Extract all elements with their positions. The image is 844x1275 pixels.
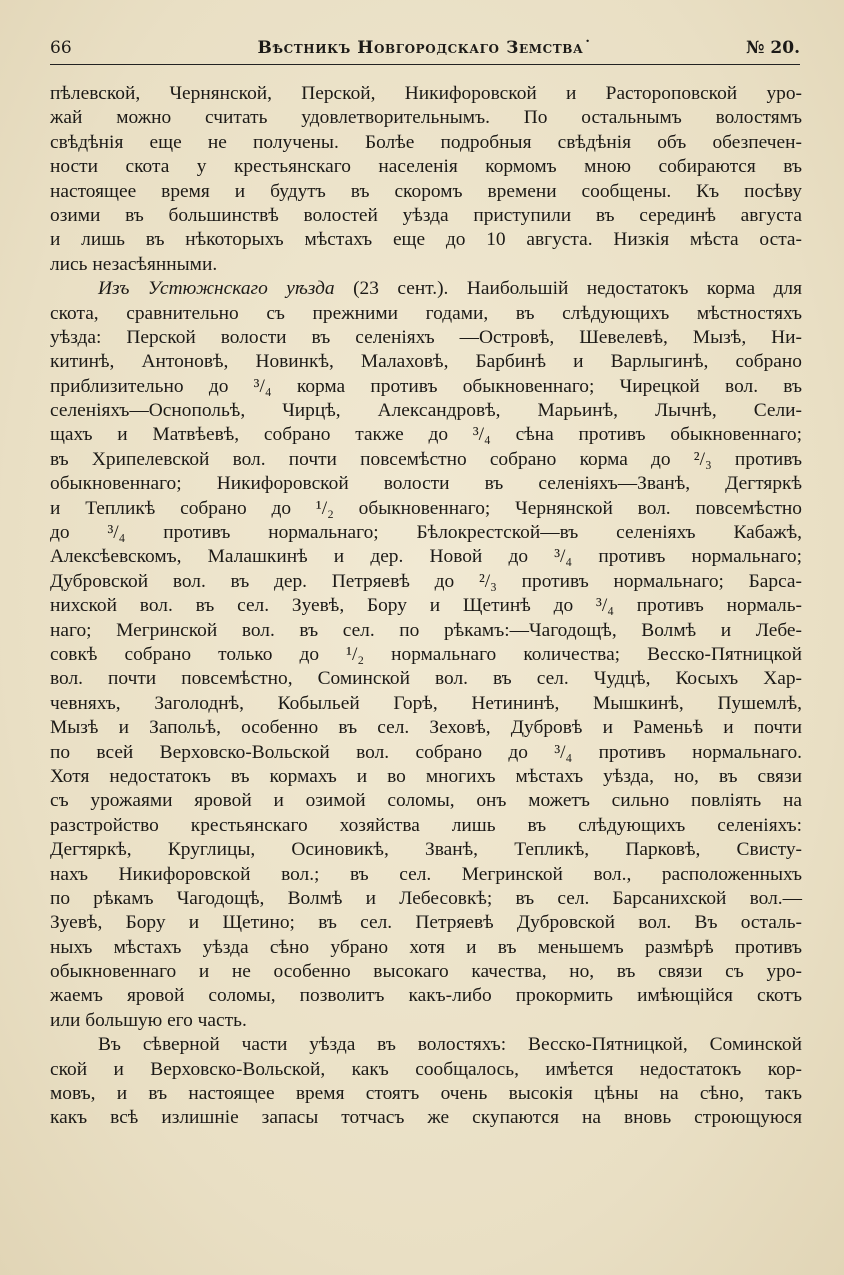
text-line: китинѣ, Антоновѣ, Новинкѣ, Малаховѣ, Барбинѣ и Варлыгинѣ, собрано: [50, 351, 802, 373]
text-line: Дубровской вол. въ дер. Петряевѣ до ²/₃ противъ нормальнаго; Барса-: [50, 570, 802, 592]
text-line: разстройство крестьянскаго хозяйства лишь въ слѣдующихъ селеніяхъ:: [50, 814, 802, 836]
text-line: совкѣ собрано только до ¹/₂ нормальнаго количества; Весско-Пятницкой: [50, 643, 802, 665]
text-line: и лишь въ нѣкоторыхъ мѣстахъ еще до 10 августа. Низкія мѣста оста-: [50, 229, 802, 251]
section-heading-italic: Изъ Устюжнскаго уѣзда: [98, 278, 335, 300]
journal-title: Вѣстникъ Новгородскаго Земства˙: [257, 38, 593, 58]
text-line: мовъ, и въ настоящее время стоятъ очень высокія цѣны на сѣно, такъ: [50, 1083, 802, 1105]
text-line: ской и Верховско-Вольской, какъ сообщалось, имѣется недостатокъ кор-: [50, 1058, 802, 1080]
text-line: по всей Верховско-Вольской вол. собрано до ³/₄ противъ нормальнаго.: [50, 741, 802, 763]
text-line: уѣзда: Перской волости въ селеніяхъ —Островѣ, Шевелевѣ, Мызѣ, Ни-: [50, 326, 802, 348]
text-line: или большую его часть.: [50, 1009, 247, 1031]
text-line: Мызѣ и Запольѣ, особенно въ сел. Зеховѣ, Дубровѣ и Раменьѣ и почти: [50, 717, 802, 739]
text-line: жаемъ яровой соломы, позволитъ какъ-либо прокормить имѣющійся скотъ: [50, 985, 802, 1007]
text-line: селеніяхъ—Оснопольѣ, Чирцѣ, Александровѣ, Марьинѣ, Лычнѣ, Сели-: [50, 400, 802, 422]
page-number: 66: [50, 38, 72, 58]
text-line: нахъ Никифоровской вол.; въ сел. Мегринской вол., расположенныхъ: [50, 863, 802, 885]
text-line: жай можно считать удовлетворительнымъ. По остальнымъ волостямъ: [50, 107, 802, 129]
text-line: наго; Мегринской вол. въ сел. по рѣкамъ:—Чагодощѣ, Волмѣ и Лебе-: [50, 619, 802, 641]
text-line: Дегтяркѣ, Круглицы, Осиновикѣ, Званѣ, Тепликѣ, Парковѣ, Свисту-: [50, 839, 802, 861]
text-line: ныхъ мѣстахъ уѣзда сѣно убрано хотя и въ меньшемъ размѣрѣ противъ: [50, 936, 802, 958]
header-rule: [50, 64, 800, 65]
text-line: ности скота у крестьянскаго населенія кормомъ мною собираются въ: [50, 156, 802, 178]
text-line: Хотя недостатокъ въ кормахъ и во многихъ мѣстахъ уѣзда, но, въ связи: [50, 765, 802, 787]
text-line: обыкновеннаго; Никифоровской волости въ селеніяхъ—Званѣ, Дегтяркѣ: [50, 473, 802, 495]
text-line: съ урожаями яровой и озимой соломы, онъ можетъ сильно повліять на: [50, 790, 802, 812]
text-line: свѣдѣнія еще не получены. Болѣе подробныя свѣдѣнія объ обезпечен-: [50, 131, 802, 153]
text-line: настоящее время и будутъ въ скоромъ времени сообщены. Къ посѣву: [50, 180, 802, 202]
text-line: (23 сент.). Наибольшій недостатокъ корма для: [334, 278, 802, 300]
text-line: какъ всѣ излишніе запасы тотчасъ же скупаются на вновь строющуюся: [50, 1107, 802, 1129]
text-line: Зуевѣ, Бору и Щетино; въ сел. Петряевѣ Дубровской вол. Въ осталь-: [50, 912, 802, 934]
text-line: озими въ большинствѣ волостей уѣзда приступили въ серединѣ августа: [50, 204, 802, 226]
text-line: вол. почти повсемѣстно, Соминской вол. въ сел. Чудцѣ, Косыхъ Хар-: [50, 668, 802, 690]
text-line: нихской вол. въ сел. Зуевѣ, Бору и Щетинѣ до ³/₄ противъ нормаль-: [50, 595, 802, 617]
text-line: скота, сравнительно съ прежними годами, въ слѣдующихъ мѣстностяхъ: [50, 302, 802, 324]
text-line: чевняхъ, Заголоднѣ, Кобыльей Горѣ, Нетининѣ, Мышкинѣ, Пушемлѣ,: [50, 692, 802, 714]
text-line: въ Хрипелевской вол. почти повсемѣстно собрано корма до ²/₃ противъ: [50, 448, 802, 470]
text-line-lead: [50, 277, 802, 301]
text-line: щахъ и Матвѣевѣ, собрано также до ³/₄ сѣна противъ обыкновеннаго;: [50, 424, 802, 446]
text-line: Въ сѣверной части уѣзда въ волостяхъ: Весско-Пятницкой, Соминской: [98, 1034, 802, 1056]
paragraph-1: [50, 82, 802, 277]
running-header: [50, 38, 800, 66]
article-body: [50, 82, 802, 1131]
text-line: пѣлевской, Чернянской, Перской, Никифоровской и Растороповской уро-: [50, 83, 802, 104]
paragraph-3: [50, 1033, 802, 1131]
text-line: Алексѣевскомъ, Малашкинѣ и дер. Новой до ³/₄ противъ нормальнаго;: [50, 546, 802, 568]
text-line: обыкновеннаго и не особенно высокаго качества, но, въ связи съ уро-: [50, 961, 802, 983]
issue-number: № 20.: [746, 38, 800, 58]
text-line: лись незасѣянными.: [50, 253, 218, 275]
text-line: до ³/₄ противъ нормальнаго; Бѣлокрестской—въ селеніяхъ Кабажѣ,: [50, 522, 802, 544]
text-line: приблизительно до ³/₄ корма противъ обыкновеннаго; Чирецкой вол. въ: [50, 375, 802, 397]
text-line: по рѣкамъ Чагодощѣ, Волмѣ и Лебесовкѣ; въ сел. Барсанихской вол.—: [50, 887, 802, 909]
paragraph-2: [50, 277, 802, 1033]
text-line: и Тепликѣ собрано до ¹/₂ обыкновеннаго; Чернянской вол. повсемѣстно: [50, 497, 802, 519]
